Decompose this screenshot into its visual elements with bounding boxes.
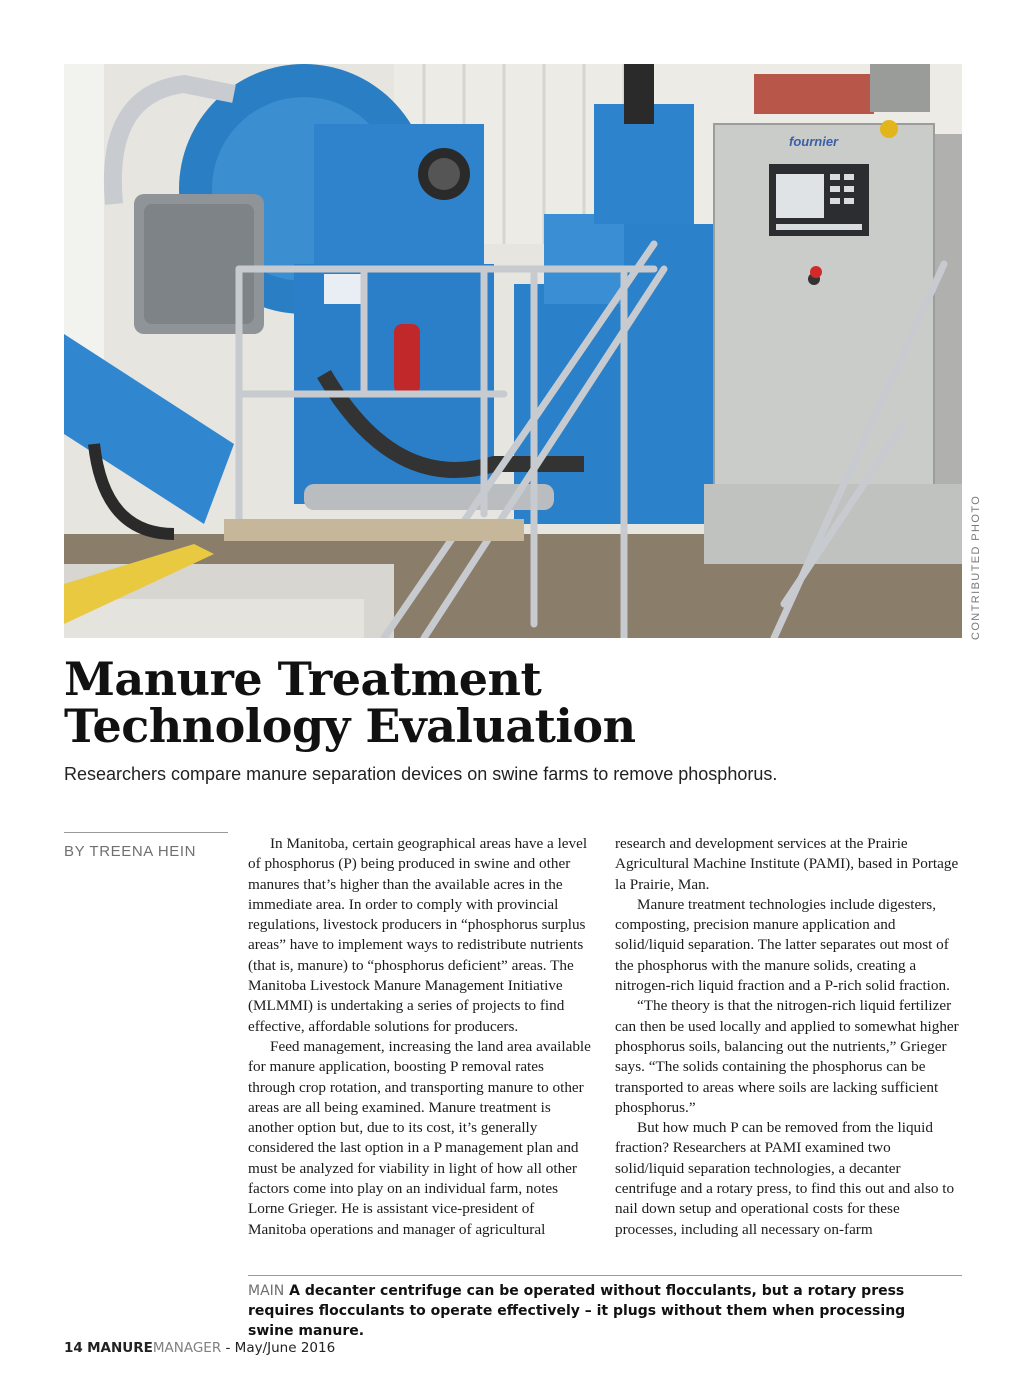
body-column-2 bbox=[615, 834, 961, 1240]
photo-caption bbox=[248, 1281, 948, 1341]
photo-credit: CONTRIBUTED PHOTO bbox=[970, 494, 982, 640]
byline: BY TREENA HEIN bbox=[64, 843, 197, 860]
body-paragraph: But how much P can be removed from the liquid fraction? Researchers at PAMI examined two solid/liquid separation technologies, a decanter centrifuge and a rotary press, to find this out and also to nail down setup and operational costs for these processes, including all necessary on-farm bbox=[615, 1119, 955, 1238]
title-line-1: Manure Treatment bbox=[64, 652, 542, 706]
equipment-illustration bbox=[64, 64, 962, 638]
body-paragraph: Feed management, increasing the land area available for manure application, boosting P removal rates through crop rotation, and transporting manure to other areas are all being examined. Manure treatment is another option but, due to its cost, it’s generally considered the last option in a P management plan and must be analyzed for viability in light of how all other factors come into play on an individual farm, notes Lorne Grieger. He is assistant vice-president of Manitoba operations and manager of agricultural bbox=[248, 1037, 591, 1238]
magazine-name-light: MANAGER bbox=[152, 1340, 222, 1356]
body-paragraph: research and development services at the Prairie Agricultural Machine Institute (PAMI), based in Portage la Prairie, Man. bbox=[615, 835, 959, 893]
body-paragraph: “The theory is that the nitrogen-rich liquid fertilizer can then be used locally and applied to somewhat higher phosphorus soils, balancing out the nutrients,” Grieger says. “The solids containing the phosphorus can be transported to areas where soils are lacking sufficient phosphorus.” bbox=[615, 997, 959, 1116]
body-paragraph: In Manitoba, certain geographical areas have a level of phosphorus (P) being produced in swine and other manures that’s higher than the available acres in the immediate area. In order to comply with provincial regulations, livestock producers in “phosphorus surplus areas” have to implement ways to redistribute nutrients (that is, manure) to “phosphorus deficient” areas. The Manitoba Livestock Manure Management Initiative (MLMMI) is undertaking a series of projects to find effective, affordable solutions for producers. bbox=[248, 835, 588, 1035]
caption-label: MAIN bbox=[248, 1283, 285, 1299]
issue-date: - May/June 2016 bbox=[225, 1340, 336, 1356]
article-title bbox=[64, 652, 944, 753]
title-line-2: Technology Evaluation bbox=[64, 699, 636, 753]
byline-divider bbox=[64, 832, 228, 833]
article-deck: Researchers compare manure separation devices on swine farms to remove phosphorus. bbox=[64, 764, 778, 784]
panel-brand-label: fournier bbox=[789, 134, 839, 149]
body-column-1 bbox=[248, 834, 594, 1240]
main-photo bbox=[64, 64, 962, 638]
magazine-name-bold: MANURE bbox=[87, 1340, 153, 1356]
caption-divider bbox=[248, 1275, 962, 1276]
body-paragraph: Manure treatment technologies include digesters, composting, precision manure application and solid/liquid separation. The latter separates out most of the phosphorus with the manure solids, creating a nitrogen-rich liquid fraction and a P-rich solid fraction. bbox=[615, 895, 950, 995]
page-number: 14 bbox=[64, 1340, 83, 1356]
caption-text: A decanter centrifuge can be operated without flocculants, but a rotary press requires flocculants to operate effectively – it plugs without them when processing swine manure. bbox=[248, 1283, 906, 1339]
page-footer bbox=[64, 1340, 335, 1356]
